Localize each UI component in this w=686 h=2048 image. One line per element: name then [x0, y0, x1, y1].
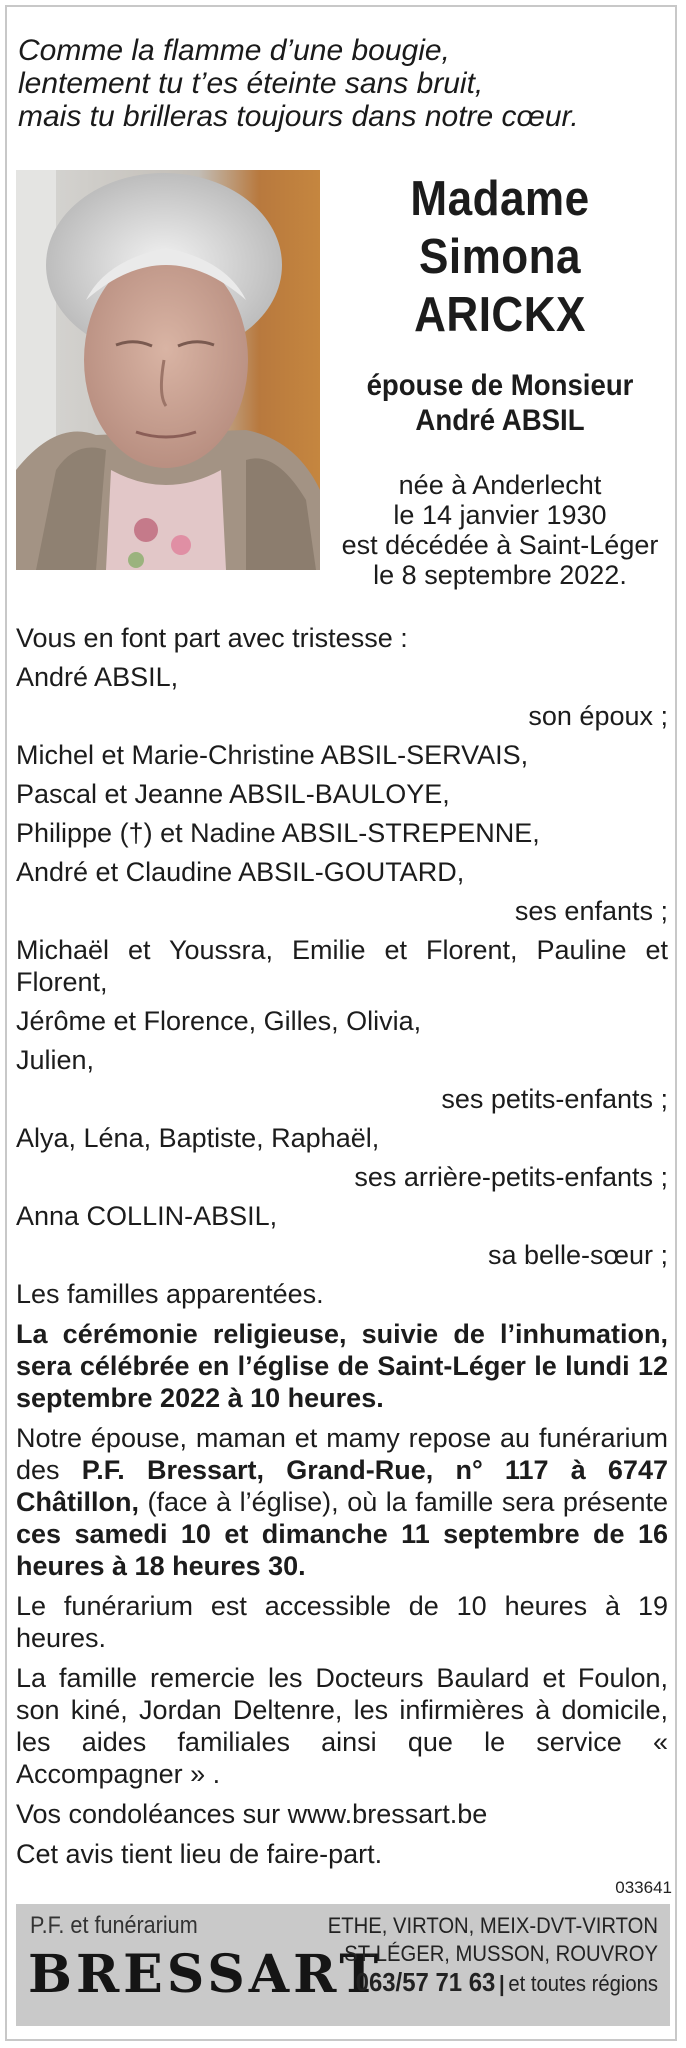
towns-line: ST-LÉGER, MUSSON, ROUVROY — [344, 1941, 658, 1966]
repose-text-part: Notre épouse, maman et mamy repose au funérarium des — [16, 1423, 668, 1485]
relation-label: ses arrière-petits-enfants ; — [354, 1162, 668, 1192]
relation-label: ses enfants ; — [514, 896, 668, 926]
death-line: est décédée à Saint-Léger — [341, 530, 659, 560]
spouse-line: épouse de Monsieur — [366, 369, 634, 402]
poem-line: mais tu brilleras toujours dans notre cœur. — [18, 100, 579, 133]
birth-line: née à Anderlecht — [398, 470, 602, 500]
poem-line: Comme la flamme d’une bougie, — [18, 34, 450, 67]
poem — [18, 34, 658, 133]
notice-text: Cet avis tient lieu de faire-part. — [16, 1839, 383, 1869]
repose-text-part: (face à l’église), où la famille sera présente — [139, 1487, 668, 1517]
family-member-line: Anna COLLIN-ABSIL, — [16, 1201, 278, 1231]
funeral-home-footer — [16, 1904, 670, 2026]
separator: | — [498, 1971, 505, 1996]
deceased-header — [330, 170, 670, 590]
funeral-home-logo: BRESSART — [28, 1944, 383, 2005]
death-line: le 8 septembre 2022. — [373, 560, 627, 590]
birth-line: le 14 janvier 1930 — [393, 500, 607, 530]
spouse-line: André ABSIL — [415, 404, 585, 437]
relation-label: ses petits-enfants ; — [441, 1084, 668, 1114]
relation-label: son époux ; — [528, 701, 668, 731]
funeral-home-label: P.F. et funérarium — [30, 1912, 198, 1939]
family-member-line: Philippe (†) et Nadine ABSIL-STREPENNE, — [16, 818, 540, 848]
birth-death-info — [330, 470, 670, 590]
ceremony-text: La cérémonie religieuse, suivie de l’inhumation, sera célébrée en l’église de Saint-Léger le lundi 12 septembre 2022 à 10 heures. — [16, 1319, 668, 1413]
visiting-hours: ces samedi 10 et dimanche 11 septembre de 16 heures à 18 heures 30. — [16, 1519, 668, 1581]
family-member-line: Les familles apparentées. — [16, 1279, 324, 1309]
family-member-line: Michaël et Youssra, Emilie et Florent, Pauline et Florent, — [16, 935, 668, 997]
family-member-line: André et Claudine ABSIL-GOUTARD, — [16, 857, 465, 887]
phone-line — [328, 1968, 658, 1998]
relation-label: sa belle-sœur ; — [487, 1240, 668, 1270]
funeral-home-address: P.F. Bressart, Grand-Rue, n° 117 à 6747 Châtillon, — [16, 1455, 668, 1517]
honorific: Madame — [410, 172, 590, 226]
regions-text: et toutes régions — [508, 1971, 658, 1996]
funeral-home-contact — [328, 1912, 658, 1998]
first-name: Simona — [419, 230, 581, 284]
family-member-line: Julien, — [16, 1045, 95, 1075]
family-member-line: Jérôme et Florence, Gilles, Olivia, — [16, 1006, 422, 1036]
family-list — [16, 661, 668, 1310]
last-name: ARICKX — [414, 288, 586, 342]
family-member-line: André ABSIL, — [16, 662, 179, 692]
thanks-text: La famille remercie les Docteurs Baulard et Foulon, son kiné, Jordan Deltenre, les infirmières à domicile, les aides familiales ainsi que le service « Accompagner » . — [16, 1663, 668, 1789]
family-member-line: Alya, Léna, Baptiste, Raphaël, — [16, 1123, 380, 1153]
poem-line: lentement tu t’es éteinte sans bruit, — [18, 67, 484, 100]
notice-body — [16, 622, 668, 1870]
family-member-line: Pascal et Jeanne ABSIL-BAULOYE, — [16, 779, 450, 809]
portrait-photo — [16, 170, 320, 570]
opening-hours: Le funérarium est accessible de 10 heures à 19 heures. — [16, 1591, 668, 1653]
repose-text — [16, 1422, 668, 1582]
reference-number: 033641 — [615, 1878, 672, 1897]
spouse-info — [344, 368, 657, 438]
intro-text: Vous en font part avec tristesse : — [16, 623, 408, 653]
condolences-text: Vos condoléances sur www.bressart.be — [16, 1799, 488, 1829]
towns-line: ETHE, VIRTON, MEIX-DVT-VIRTON — [327, 1913, 658, 1938]
phone-number: 063/57 71 63 — [355, 1967, 496, 1997]
family-member-line: Michel et Marie-Christine ABSIL-SERVAIS, — [16, 740, 529, 770]
